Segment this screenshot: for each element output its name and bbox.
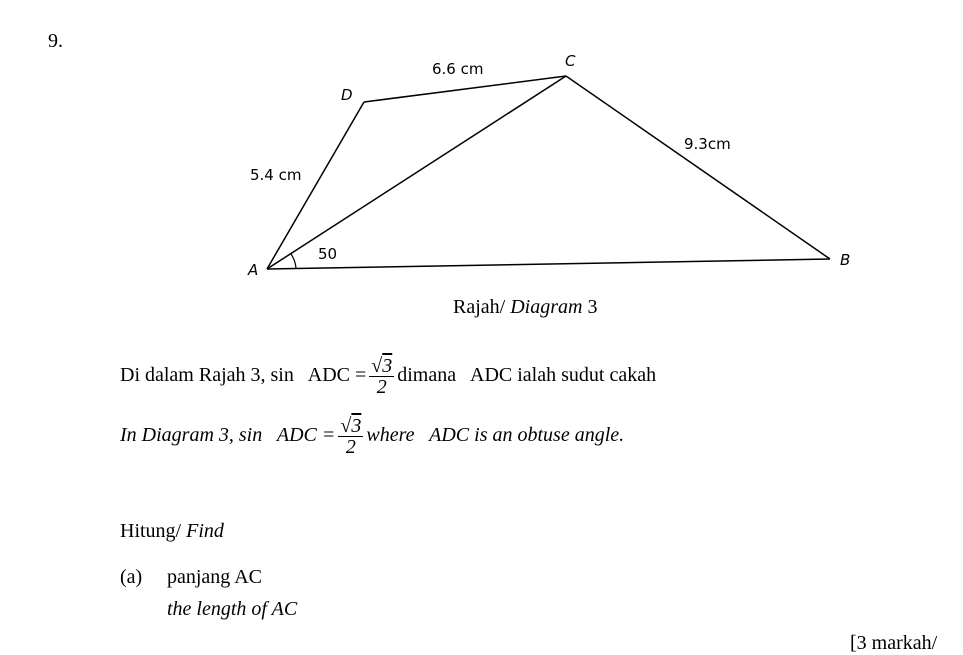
vertex-D: D xyxy=(341,86,353,104)
part-a-label: (a) xyxy=(120,566,143,588)
label-AD: 5.4 cm xyxy=(250,166,302,184)
side-CB xyxy=(566,76,830,259)
diagram-caption xyxy=(453,296,597,319)
fraction-numerator: 3 xyxy=(382,355,393,377)
label-DC: 6.6 cm xyxy=(432,60,484,78)
label-angle: 50 xyxy=(318,245,338,263)
instruction-english: Find xyxy=(186,520,224,542)
statement-malay-suffix: dimana ADC ialah sudut cakah xyxy=(397,364,657,387)
statement-malay-prefix: Di dalam Rajah 3, sin ADC = xyxy=(120,364,367,387)
quadrilateral-diagram xyxy=(0,0,963,300)
marks: [3 markah/ xyxy=(850,632,938,654)
part-a-malay: panjang AC xyxy=(167,566,262,588)
caption-malay: Rajah/ xyxy=(453,296,506,318)
vertex-A: A xyxy=(248,261,259,279)
instruction-malay: Hitung/ xyxy=(120,520,182,542)
side-AC xyxy=(267,76,566,269)
fraction-numerator: 3 xyxy=(351,415,362,437)
question-number: 9. xyxy=(48,30,63,52)
side-DC xyxy=(364,76,566,102)
vertex-B: B xyxy=(840,251,851,269)
vertex-C: C xyxy=(565,52,576,70)
angle-arc xyxy=(291,254,296,268)
side-AB xyxy=(267,259,830,269)
fraction-root3-over-2: $\frac{√3}{2}$ xyxy=(371,355,393,398)
statement-malay xyxy=(120,356,656,397)
statement-english xyxy=(120,416,624,457)
caption-english: Diagram xyxy=(510,296,583,318)
part-a-english: the length of AC xyxy=(167,598,298,620)
fraction-root3-over-2: $\frac{√3}{2}$ xyxy=(340,415,362,458)
label-CB: 9.3cm xyxy=(684,135,731,153)
caption-number: 3 xyxy=(587,296,598,318)
statement-english-suffix: where ADC is an obtuse angle. xyxy=(366,424,625,447)
fraction-denominator: 2 xyxy=(345,436,356,458)
instruction xyxy=(120,520,224,543)
fraction-denominator: 2 xyxy=(376,376,387,398)
side-AD xyxy=(267,102,364,269)
statement-english-prefix: In Diagram 3, sin ADC = xyxy=(120,424,336,447)
